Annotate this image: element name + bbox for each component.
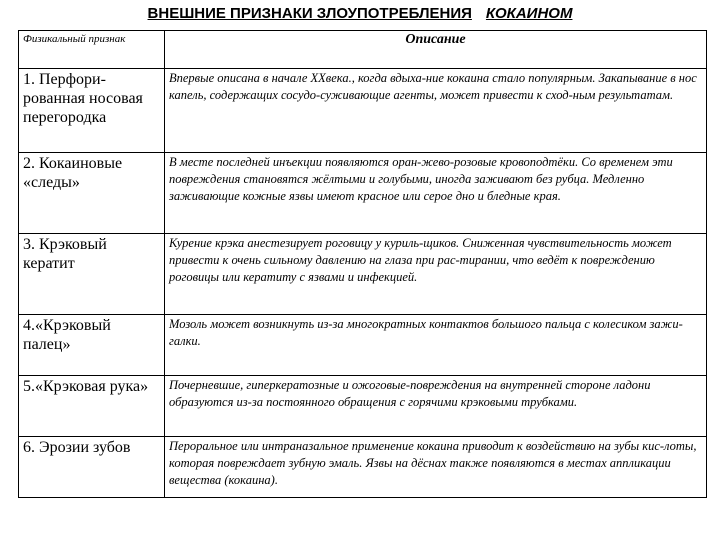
row-description: Впервые описана в начале XXвека., когда вдыха-ние кокаина стало популярным. Закапывание в нос капель, содержащих сосудо-суживающие агенты, может привести к сход-ным результатам. — [165, 69, 707, 153]
table-row — [19, 153, 707, 234]
row-description: Курение крэка анестезирует роговицу у куриль-щиков. Сниженная чувствительность может привести к очень сильному давлению на глаза при рас-тирании, что ведёт к повреждению роговицы или кератиту с язвами и инфекцией. — [165, 234, 707, 315]
table-row — [19, 69, 707, 153]
table-row — [19, 315, 707, 376]
title-emphasis: КОКАИНОМ — [485, 5, 573, 22]
row-description: Мозоль может возникнуть из-за многократных контактов большого пальца с колесиком зажи-галки. — [165, 315, 707, 376]
row-sign: 1. Перфори-рованная носовая перегородка — [19, 69, 165, 153]
row-description: Почерневшие, гиперкератозные и ожоговые-повреждения на внутренней стороне ладони образуются из-за постоянного обращения с горячими крэковыми трубками. — [165, 376, 707, 437]
table-header-row — [19, 31, 707, 69]
row-description: В месте последней инъекции появляются оран-жево-розовые кровоподтёки. Со временем эти повреждения становятся жёлтыми и голубыми, иногда заживают без рубца. Медленно заживающие кожные язвы имеют красное или серое дно и бледные края. — [165, 153, 707, 234]
symptoms-table — [18, 30, 707, 498]
table-row — [19, 376, 707, 437]
column-header-sign: Физикальный признак — [19, 31, 165, 69]
row-sign: 4.«Крэковый палец» — [19, 315, 165, 376]
table-row — [19, 234, 707, 315]
column-header-description: Описание — [165, 31, 707, 69]
row-sign: 2. Кокаиновые «следы» — [19, 153, 165, 234]
row-sign: 5.«Крэковая рука» — [19, 376, 165, 437]
row-sign: 3. Крэковый кератит — [19, 234, 165, 315]
page-title — [0, 5, 720, 22]
row-sign: 6. Эрозии зубов — [19, 437, 165, 498]
row-description: Пероральное или интраназальное применение кокаина приводит к воздействию на зубы кис-лоты, которая повреждает зубную эмаль. Язвы на дёснах также появляются в местах аппликации вещества (кокаина). — [165, 437, 707, 498]
title-main: ВНЕШНИЕ ПРИЗНАКИ ЗЛОУПОТРЕБЛЕНИЯ — [147, 5, 472, 22]
table-row — [19, 437, 707, 498]
